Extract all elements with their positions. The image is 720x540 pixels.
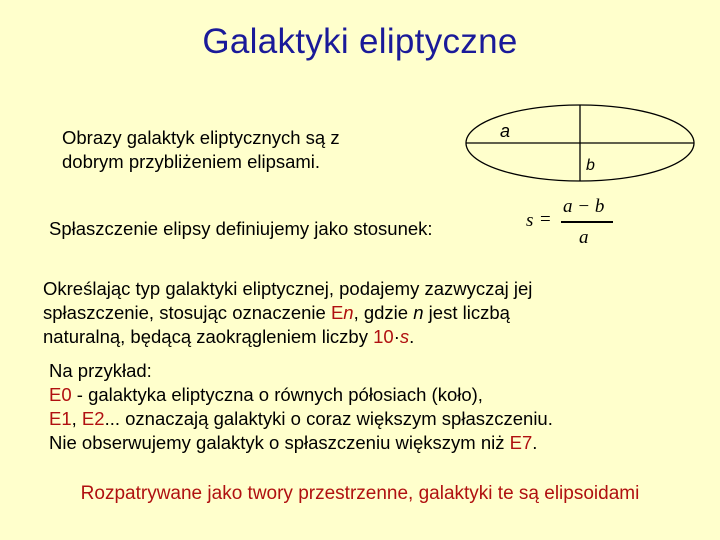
label-b: b	[586, 157, 595, 174]
para2-line-1: Na przykład:	[49, 360, 152, 381]
intro-text	[62, 126, 340, 174]
fraction-bar	[561, 221, 613, 223]
en-notation-E: E	[330, 302, 344, 323]
flattening-text: Spłaszczenie elipsy definiujemy jako stosunek:	[49, 218, 433, 239]
para1-line-3: naturalną, będącą zaokrągleniem liczby 10·s.	[43, 326, 415, 347]
flattening-formula	[523, 194, 623, 250]
s-variable: s	[399, 326, 410, 347]
en-notation-n: n	[343, 302, 354, 323]
intro-line-1: Obrazy galaktyk eliptycznych są z	[62, 127, 340, 148]
para2-line-3: E1, E2... oznaczają galaktyki o coraz większym spłaszczeniu.	[49, 408, 553, 429]
examples-paragraph	[49, 359, 553, 455]
intro-line-2: dobrym przybliżeniem elipsami.	[62, 151, 321, 172]
label-a: a	[500, 121, 511, 141]
para1-line-1: Określając typ galaktyki eliptycznej, podajemy zazwyczaj jej	[43, 278, 533, 299]
ellipse-diagram	[455, 100, 715, 190]
para1-line-2: spłaszczenie, stosując oznaczenie En, gdzie n jest liczbą	[43, 302, 510, 323]
para2-line-2: E0 - galaktyka eliptyczna o równych półosiach (koło),	[49, 384, 483, 405]
code-E7: E7	[509, 432, 533, 453]
formula-numerator: a − b	[563, 196, 605, 217]
code-E1: E1	[49, 408, 72, 429]
classification-paragraph	[43, 277, 532, 349]
n-variable: n	[413, 302, 424, 323]
formula-denominator: a	[579, 227, 589, 248]
slide-title: Galaktyki eliptyczne	[202, 22, 518, 61]
para2-line-4: Nie obserwujemy galaktyk o spłaszczeniu większym niż E7.	[49, 432, 538, 453]
formula-equals: =	[540, 209, 551, 230]
footer-statement: Rozpatrywane jako twory przestrzenne, galaktyki te są elipsoidami	[80, 483, 640, 504]
code-E2: E2	[81, 408, 105, 429]
ten-number: 10	[373, 326, 394, 347]
formula-lhs: s	[526, 210, 534, 231]
code-E0: E0	[49, 384, 72, 405]
